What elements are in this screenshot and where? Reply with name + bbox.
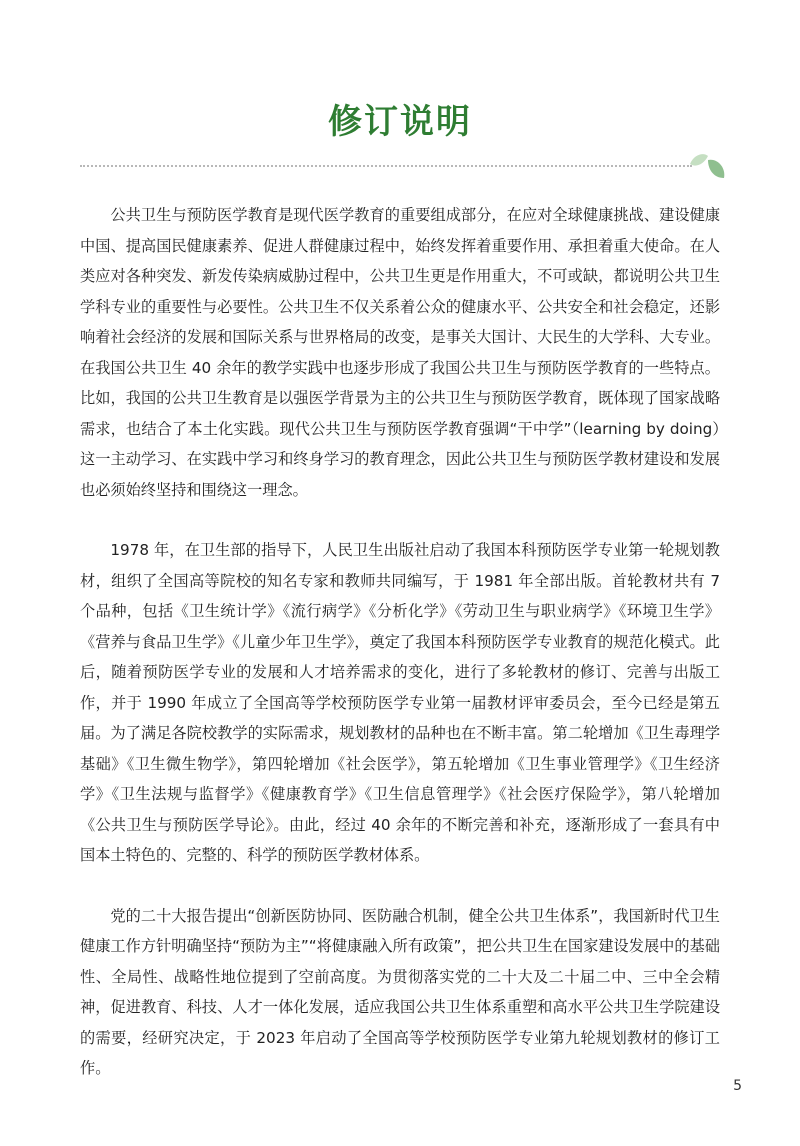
paragraph-2: 1978 年，在卫生部的指导下，人民卫生出版社启动了我国本科预防医学专业第一轮规划教材，组织了全国高等院校的知名专家和教师共同编写，于 1981 年全部出版。首轮教材共有 7 个品种，包括《卫生统计学》《流行病学》《分析化学》《劳动卫生与职业病学》《环境卫生学》《营养与食品卫生学》《儿童少年卫生学》，奠定了我国本科预防医学专业教育的规范化模式。此后，随着预防医学专业的发展和人才培养需求的变化，进行了多轮教材的修订、完善与出版工作，并于 1990 年成立了全国高等学校预防医学专业第一届教材评审委员会，至今已经是第五届。为了满足各院校教学的实际需求，规划教材的品种也在不断丰富。第二轮增加《卫生毒理学基础》《卫生微生物学》，第四轮增加《社会医学》，第五轮增加《卫生事业管理学》《卫生经济学》《卫生法规与监督学》《健康教育学》《卫生信息管理学》《社会医疗保险学》，第八轮增加《公共卫生与预防医学导论》。由此，经过 40 余年的不断完善和补充，逐渐形成了一套具有中国本土特色的、完整的、科学的预防医学教材体系。 [80,541,720,864]
leaf-icon [686,148,730,184]
title-divider [80,165,692,167]
body-text [80,200,720,1114]
leaf-right-icon [708,160,724,178]
paragraph-1: 公共卫生与预防医学教育是现代医学教育的重要组成部分，在应对全球健康挑战、建设健康中国、提高国民健康素养、促进人群健康过程中，始终发挥着重要作用、承担着重大使命。在人类应对各种突发、新发传染病威胁过程中，公共卫生更是作用重大，不可或缺，都说明公共卫生学科专业的重要性与必要性。公共卫生不仅关系着公众的健康水平、公共安全和社会稳定，还影响着社会经济的发展和国际关系与世界格局的改变，是事关大国计、大民生的大学科、大专业。在我国公共卫生 40 余年的教学实践中也逐步形成了我国公共卫生与预防医学教育的一些特点。比如，我国的公共卫生教育是以强医学背景为主的公共卫生与预防医学教育，既体现了国家战略需求，也结合了本土化实践。现代公共卫生与预防医学教育强调“干中学”（learning by doing）这一主动学习、在实践中学习和终身学习的教育理念，因此公共卫生与预防医学教材建设和发展也必须始终坚持和围绕这一理念。 [80,206,720,499]
page-title: 修订说明 [328,102,472,142]
paragraph-3: 党的二十大报告提出“创新医防协同、医防融合机制，健全公共卫生体系”，我国新时代卫生健康工作方针明确坚持“预防为主”“将健康融入所有政策”，把公共卫生在国家建设发展中的基础性、全局性、战略性地位提到了空前高度。为贯彻落实党的二十大及二十届二中、三中全会精神，促进教育、科技、人才一体化发展，适应我国公共卫生体系重塑和高水平公共卫生学院建设的需要，经研究决定，于 2023 年启动了全国高等学校预防医学专业第九轮规划教材的修订工作。 [80,906,720,1077]
leaf-left-icon [690,154,708,166]
page-number: 5 [733,1078,742,1094]
